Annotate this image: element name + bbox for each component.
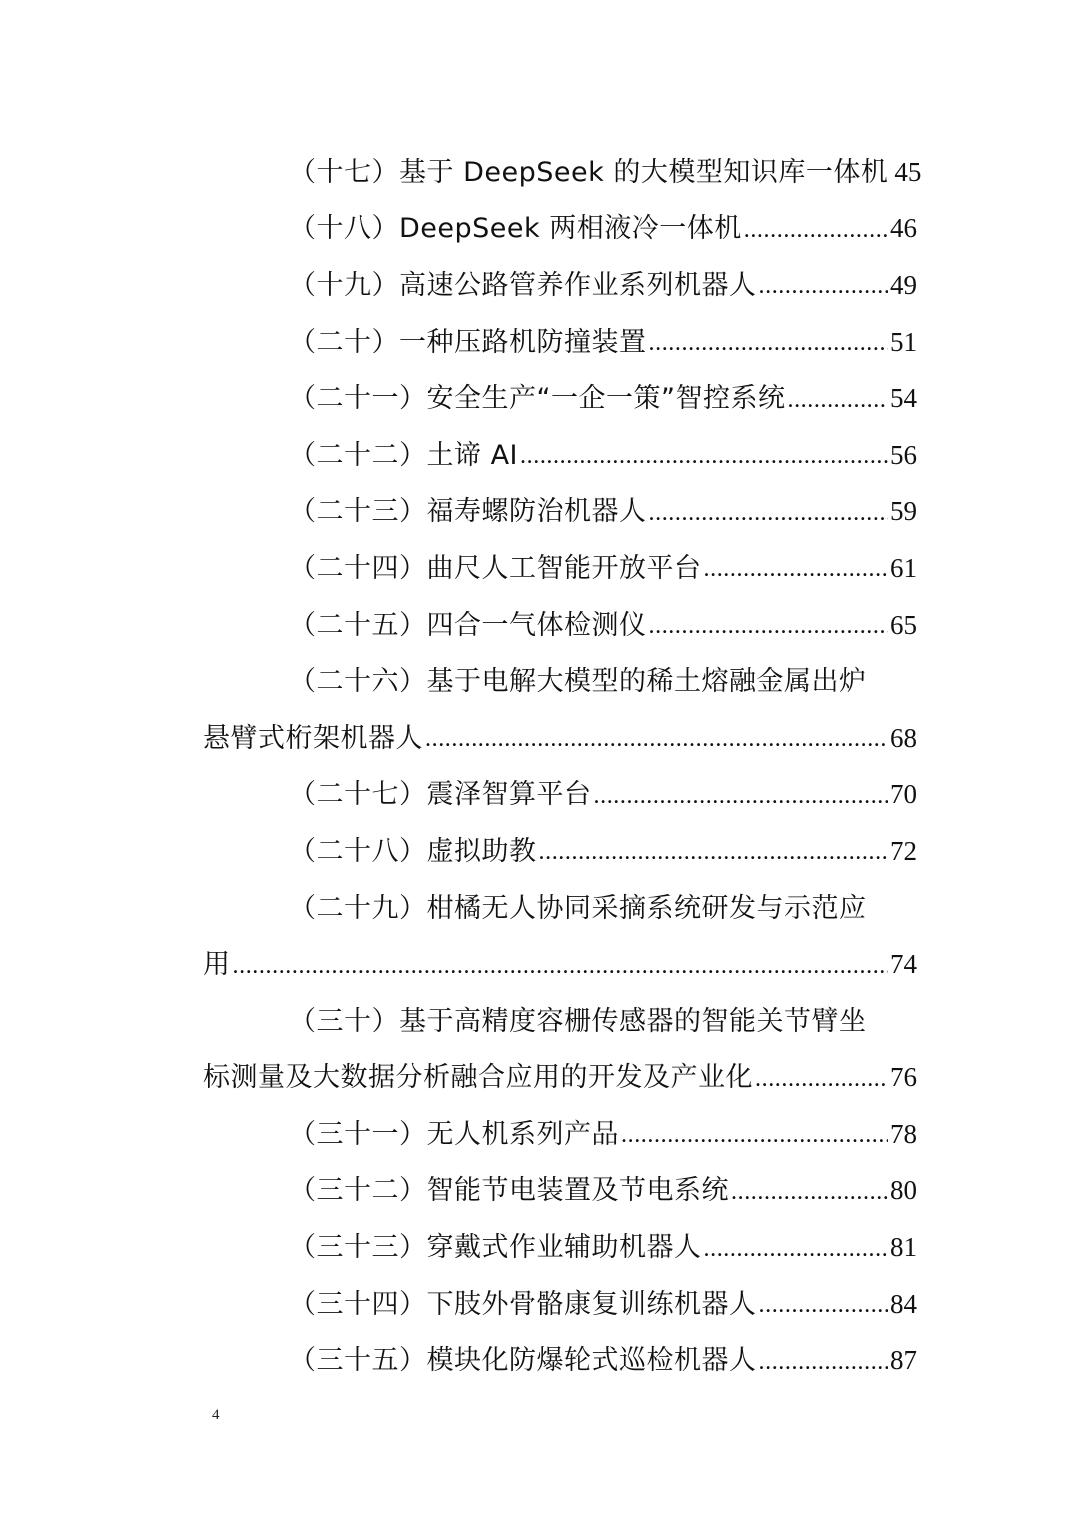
toc-entry-page: 76 [890,1062,917,1093]
toc-entry-title: （十九）高速公路管养作业系列机器人 [289,269,757,301]
dot-leader [649,610,889,640]
toc-entry-title: （十七）基于 DeepSeek 的大模型知识库一体机 [289,156,889,188]
dot-leader [539,836,889,866]
toc-entry-33[interactable] [203,1219,917,1276]
toc-entry-title: （二十八）虚拟助教 [289,835,537,867]
dot-leader [759,270,889,300]
toc-entry-page: 46 [890,213,917,244]
toc-entry-page: 72 [890,835,917,866]
toc-entry-page: 65 [890,609,917,640]
toc-entry-title-line2: 悬臂式桁架机器人 [203,722,423,754]
toc-entry-30-line2[interactable] [203,1050,917,1107]
dot-leader [731,1176,888,1206]
toc-entry-page: 78 [890,1118,917,1149]
toc-entry-page: 51 [890,326,917,357]
dot-leader [425,723,888,753]
toc-entry-title: （二十二）土谛 AI [289,439,519,471]
toc-entry-title-line1: （二十九）柑橘无人协同采摘系统研发与示范应 [289,892,867,924]
dot-leader [744,214,888,244]
toc-entry-title: （十八）DeepSeek 两相液冷一体机 [289,213,742,245]
dot-leader [649,327,889,357]
toc-entry-page: 74 [890,949,917,980]
toc-entry-title-line1: （三十）基于高精度容栅传感器的智能关节臂坐 [289,1005,867,1037]
dot-leader [787,384,888,414]
toc-entry-page: 61 [890,552,917,583]
toc-entry-28[interactable] [203,823,917,880]
toc-entry-page: 80 [890,1175,917,1206]
toc-entry-title: （三十三）穿戴式作业辅助机器人 [289,1232,702,1264]
toc-entry-title: （三十四）下肢外骨骼康复训练机器人 [289,1288,757,1320]
toc-entry-page: 70 [890,779,917,810]
toc-entry-31[interactable] [203,1106,917,1163]
toc-entry-32[interactable] [203,1163,917,1220]
toc-entry-title-line1: （二十六）基于电解大模型的稀土熔融金属出炉 [289,666,867,698]
toc-entry-title: （三十二）智能节电装置及节电系统 [289,1175,729,1207]
toc-entry-title: （二十一）安全生产“一企一策”智控系统 [289,383,786,415]
dot-leader [755,1063,888,1093]
toc-entry-title-line2: 用 [203,949,231,981]
toc-entry-title: （二十七）震泽智算平台 [289,779,592,811]
toc-entry-22[interactable] [203,427,917,484]
dot-leader [621,1119,888,1149]
toc-entry-page: 81 [890,1232,917,1263]
toc-entry-page: 87 [890,1345,917,1376]
toc-entry-title-line2: 标测量及大数据分析融合应用的开发及产业化 [203,1062,753,1094]
dot-leader [759,1289,889,1319]
page-number: 4 [212,1407,220,1423]
toc-entry-page: 84 [890,1288,917,1319]
toc-entry-page: 59 [890,496,917,527]
toc-entry-17[interactable] [203,144,922,201]
table-of-contents [203,144,922,1389]
toc-entry-34[interactable] [203,1276,917,1333]
dot-leader [704,1233,889,1263]
toc-entry-page: 45 [894,156,922,187]
toc-entry-title: （三十五）模块化防爆轮式巡检机器人 [289,1345,757,1377]
toc-entry-title: （二十五）四合一气体检测仪 [289,609,647,641]
dot-leader [594,780,889,810]
toc-entry-page: 49 [890,269,917,300]
toc-entry-title: （三十一）无人机系列产品 [289,1118,619,1150]
toc-entry-29-line2[interactable] [203,936,917,993]
toc-entry-35[interactable] [203,1332,917,1389]
toc-entry-title: （二十）一种压路机防撞装置 [289,326,647,358]
toc-entry-30-line1[interactable] [203,993,917,1050]
dot-leader [649,497,889,527]
toc-entry-title: （二十三）福寿螺防治机器人 [289,496,647,528]
dot-leader [520,440,888,470]
toc-entry-26-line2[interactable] [203,710,917,767]
toc-entry-25[interactable] [203,597,917,654]
toc-entry-24[interactable] [203,540,917,597]
toc-entry-title: （二十四）曲尺人工智能开放平台 [289,552,702,584]
toc-entry-20[interactable] [203,314,917,371]
dot-leader [233,950,889,980]
toc-entry-page: 56 [890,439,917,470]
toc-entry-page: 68 [890,722,917,753]
dot-leader [759,1346,889,1376]
dot-leader [704,553,889,583]
toc-entry-21[interactable] [203,370,917,427]
toc-entry-18[interactable] [203,201,917,258]
toc-entry-27[interactable] [203,767,917,824]
toc-entry-19[interactable] [203,257,917,314]
toc-entry-23[interactable] [203,484,917,541]
toc-entry-26-line1[interactable] [203,653,917,710]
toc-entry-29-line1[interactable] [203,880,917,937]
toc-entry-page: 54 [890,383,917,414]
